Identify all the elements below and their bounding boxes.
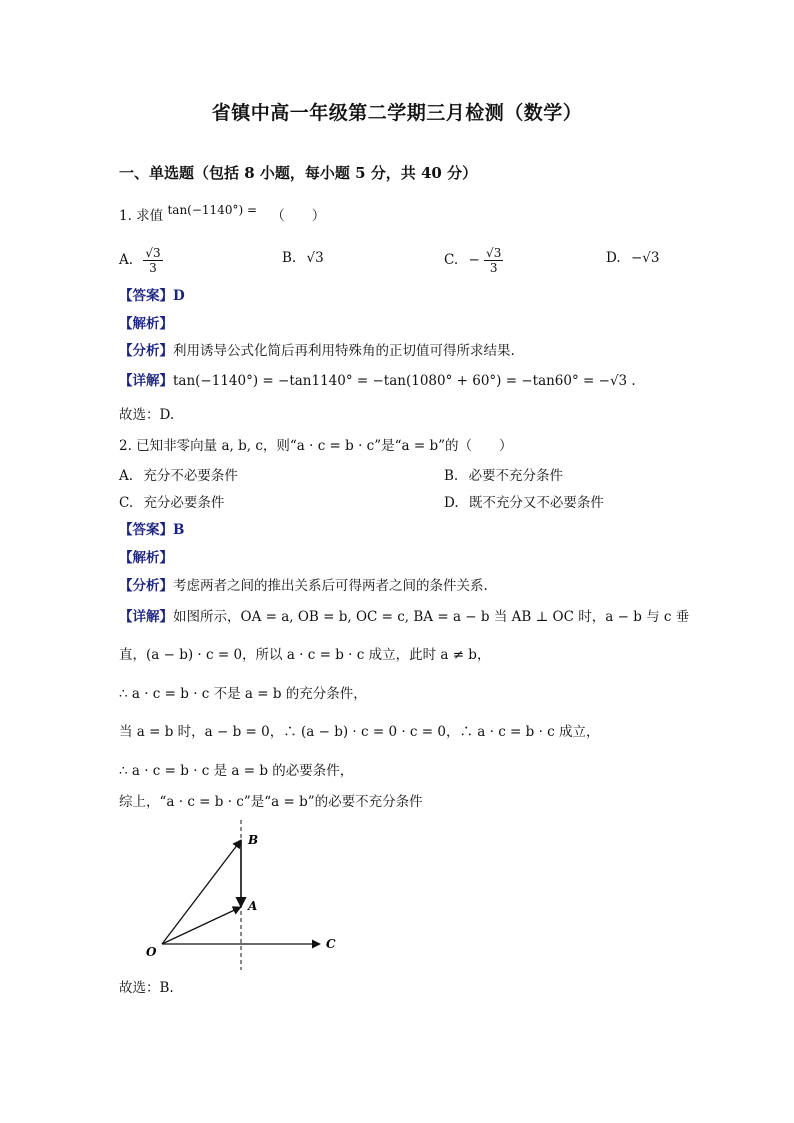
q2-jiexi: 【解析】 [119, 550, 173, 566]
q2-detail-3: ∴ a · c = b · c 不是 a = b 的充分条件， [119, 686, 367, 702]
q1-detail-tag: 【详解】 [119, 373, 173, 389]
q1-option-a [119, 246, 163, 275]
q2-option-a-label: A. [119, 468, 134, 484]
q1-option-b-label: B. [282, 250, 297, 266]
q1-option-d [606, 248, 659, 268]
q1-jiexi: 【解析】 [119, 316, 173, 332]
q2-fenxi-line [119, 576, 488, 596]
q1-option-c-sign: − [468, 252, 480, 268]
vector-figure [140, 820, 350, 975]
q1-option-c [444, 246, 503, 275]
q1-detail-line [119, 371, 636, 391]
q2-fenxi: 考虑两者之间的推出关系后可得两者之间的条件关系. [173, 578, 488, 594]
q2-option-c [119, 493, 224, 513]
q1-option-b [282, 248, 324, 268]
q1-option-c-den: 3 [489, 261, 498, 275]
q1-stem: 1. 求值 [119, 208, 164, 224]
q1-detail: tan(−1140°) = −tan1140° = −tan(1080° + 60°) = −tan60° = −√3 . [173, 373, 636, 389]
q2-option-d-label: D. [444, 495, 459, 511]
label-b: B [248, 833, 259, 847]
q1-option-d-text: −√3 [630, 250, 660, 266]
q1-fenxi-tag: 【分析】 [119, 343, 173, 359]
q1-answer: 【答案】D [119, 288, 185, 304]
q2-answer: 【答案】B [119, 522, 185, 538]
q2-option-c-label: C. [119, 495, 134, 511]
q2-detail-1: 如图所示，OA = a, OB = b, OC = c, BA = a − b 当 AB ⊥ OC 时，a − b 与 c 垂 [173, 609, 690, 625]
q2-detail-2: 直，(a − b) · c = 0，所以 a · c = b · c 成立，此时 a ≠ b， [119, 647, 491, 663]
q1-option-a-num: √3 [145, 246, 161, 260]
q1-blank: （ ） [271, 208, 326, 224]
q2-option-c-text: 充分必要条件 [143, 495, 225, 511]
q1-option-a-den: 3 [149, 261, 157, 275]
q2-detail-4: 当 a = b 时，a − b = 0，∴ (a − b) · c = 0 · c = 0，∴ a · c = b · c 成立， [119, 724, 600, 740]
section-heading: 一、单选题（包括 8 小题，每小题 5 分，共 40 分） [119, 164, 478, 182]
q1-option-b-text: √3 [306, 250, 324, 266]
q2-detail-5: ∴ a · c = b · c 是 a = b 的必要条件， [119, 763, 354, 779]
q2-option-b [444, 466, 563, 486]
q2-conclusion: 故选：B. [119, 980, 174, 996]
q1-stem-line [119, 203, 326, 226]
q2-option-d [444, 493, 604, 513]
q2-option-a [119, 466, 238, 486]
q1-option-a-frac [143, 246, 162, 275]
q1-option-c-frac [484, 246, 503, 275]
q1-option-c-label: C. [444, 252, 459, 268]
q2-stem: 2. 已知非零向量 a, b, c，则“a · c = b · c”是“a = b”的（ ） [119, 438, 513, 454]
label-c: C [326, 937, 336, 951]
page-title: 省镇中高一年级第二学期三月检测（数学） [211, 102, 583, 124]
q1-option-d-label: D. [606, 250, 621, 266]
q2-option-a-text: 充分不必要条件 [143, 468, 238, 484]
q2-fenxi-tag: 【分析】 [119, 578, 173, 594]
q1-option-a-label: A. [119, 252, 134, 268]
q2-detail-tag: 【详解】 [119, 609, 173, 625]
q1-option-c-num: √3 [486, 246, 502, 260]
label-o: O [146, 945, 157, 959]
q2-detail-6: 综上，“a · c = b · c”是“a = b”的必要不充分条件 [119, 794, 423, 810]
q1-fenxi: 利用诱导公式化简后再利用特殊角的正切值可得所求结果. [173, 343, 515, 359]
q1-conclusion: 故选：D. [119, 407, 175, 423]
vector-ob [162, 840, 241, 944]
q2-option-b-text: 必要不充分条件 [468, 468, 564, 484]
q1-expr: tan(−1140°) = [167, 203, 257, 217]
q1-fenxi-line [119, 341, 515, 361]
label-a: A [248, 899, 258, 913]
q2-option-b-label: B. [444, 468, 459, 484]
q2-detail-line-1 [119, 607, 689, 627]
vector-oa [162, 907, 241, 944]
q2-option-d-text: 既不充分又不必要条件 [468, 495, 604, 511]
